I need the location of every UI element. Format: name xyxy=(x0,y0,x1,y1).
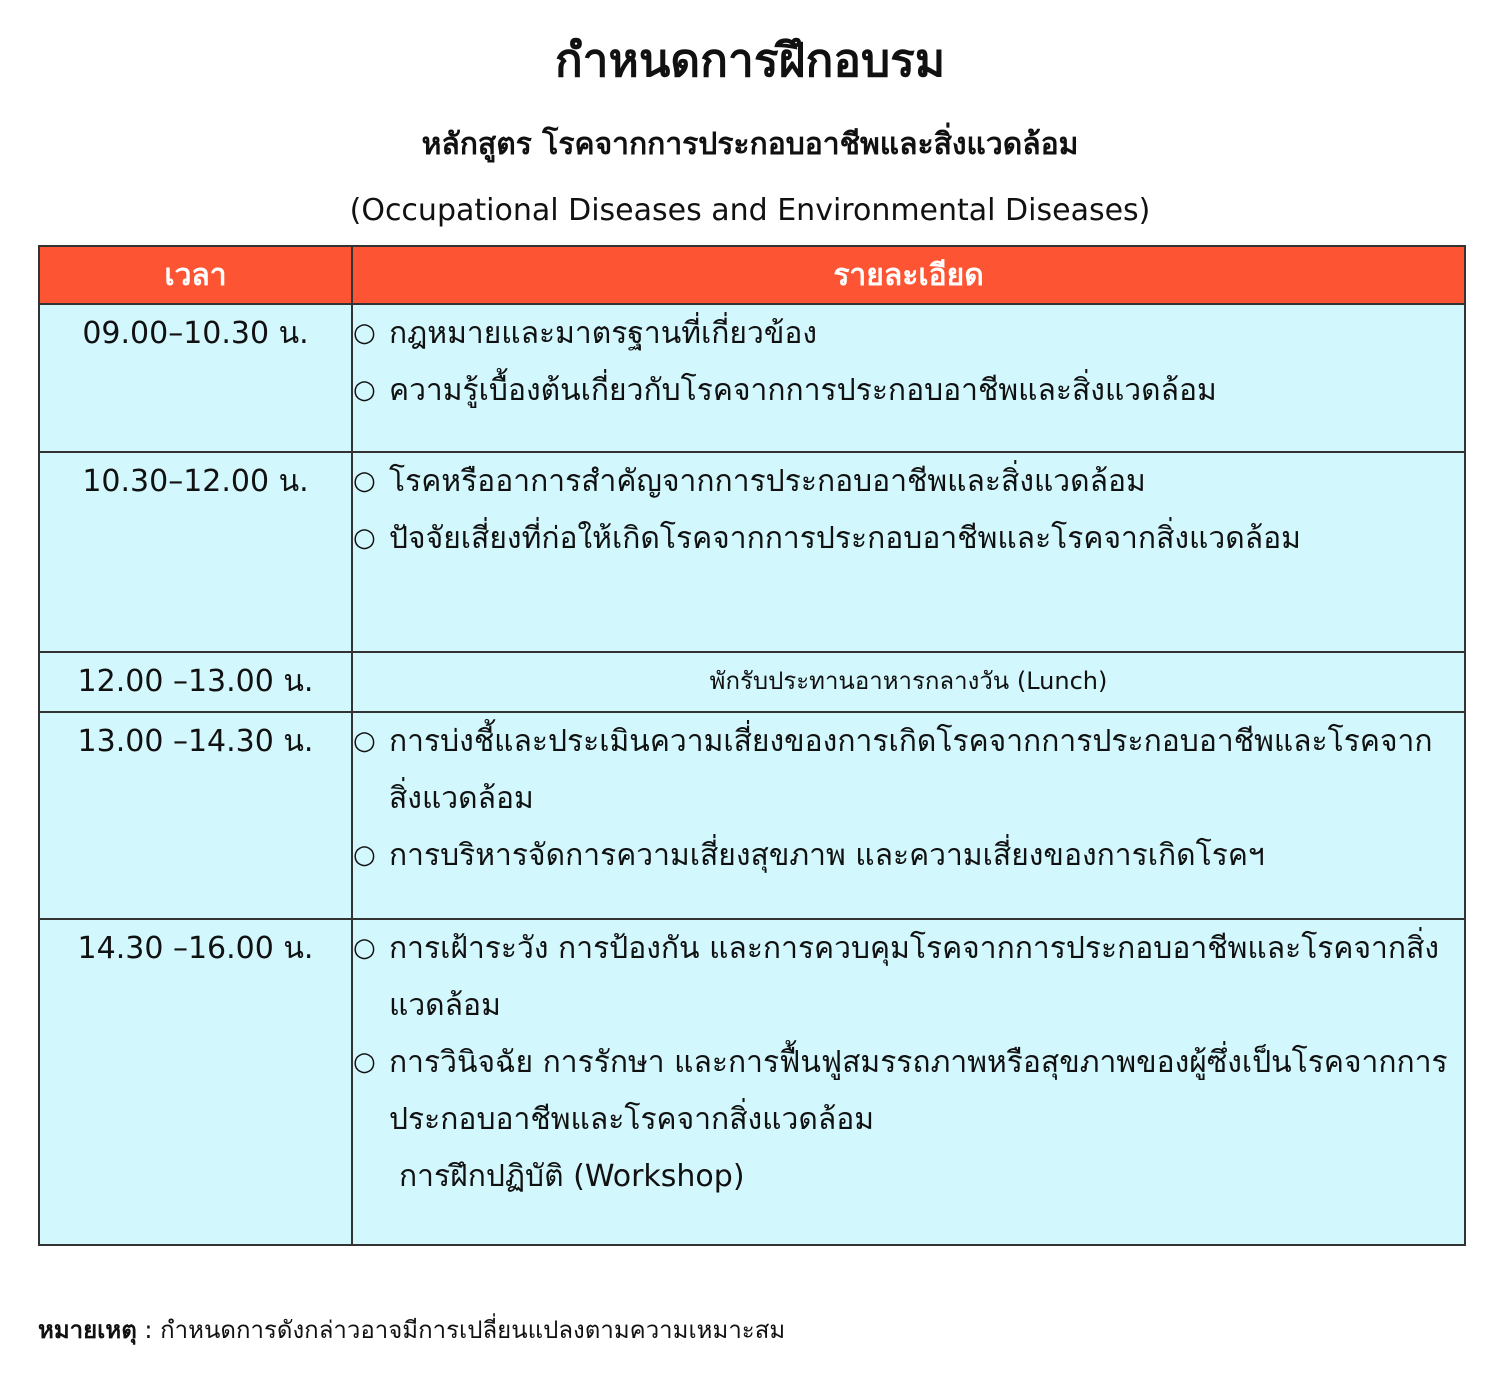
footnote xyxy=(38,1308,785,1352)
list-item xyxy=(353,362,1464,419)
circle-bullet-icon: ○ xyxy=(353,840,376,870)
time-cell: 09.00–10.30 น. xyxy=(39,304,352,452)
item-text: การเฝ้าระวัง การป้องกัน และการควบคุมโรคจากการประกอบอาชีพและโรคจากสิ่งแวดล้อม xyxy=(389,931,1440,1023)
circle-bullet-icon: ○ xyxy=(353,523,376,553)
footnote-text: กำหนดการดังกล่าวอาจมีการเปลี่ยนแปลงตามความเหมาะสม xyxy=(160,1316,786,1344)
schedule-table xyxy=(38,245,1466,1246)
list-item xyxy=(353,1034,1464,1148)
footnote-label: หมายเหตุ xyxy=(38,1316,137,1344)
course-subtitle: หลักสูตร โรคจากการประกอบอาชีพและสิ่งแวดล้อม xyxy=(421,127,1079,162)
detail-cell xyxy=(352,919,1465,1245)
table-row xyxy=(39,652,1465,712)
table-row xyxy=(39,712,1465,919)
detail-cell xyxy=(352,304,1465,452)
list-item xyxy=(353,305,1464,362)
list-item xyxy=(353,510,1464,567)
table-header-row xyxy=(39,246,1465,304)
item-text: การบ่งชี้และประเมินความเสี่ยงของการเกิดโรคจากการประกอบอาชีพและโรคจากสิ่งแวดล้อม xyxy=(389,724,1433,816)
time-cell: 13.00 –14.30 น. xyxy=(39,712,352,919)
header-detail: รายละเอียด xyxy=(352,246,1465,304)
circle-bullet-icon: ○ xyxy=(353,466,376,496)
footnote-separator: : xyxy=(136,1316,161,1344)
circle-bullet-icon: ○ xyxy=(353,726,376,756)
table-row xyxy=(39,919,1465,1245)
list-item xyxy=(353,827,1464,884)
circle-bullet-icon: ○ xyxy=(353,933,376,963)
workshop-text: การฝึกปฏิบัติ (Workshop) xyxy=(399,1159,745,1194)
header-time: เวลา xyxy=(39,246,352,304)
circle-bullet-icon: ○ xyxy=(353,1047,376,1077)
lunch-break-cell: พักรับประทานอาหารกลางวัน (Lunch) xyxy=(352,652,1465,712)
item-text: ปัจจัยเสี่ยงที่ก่อให้เกิดโรคจากการประกอบอาชีพและโรคจากสิ่งแวดล้อม xyxy=(389,521,1301,556)
item-text: การบริหารจัดการความเสี่ยงสุขภาพ และความเสี่ยงของการเกิดโรคฯ xyxy=(389,838,1265,873)
item-text: กฎหมายและมาตรฐานที่เกี่ยวข้อง xyxy=(389,316,818,351)
list-item xyxy=(353,713,1464,827)
circle-bullet-icon: ○ xyxy=(353,318,376,348)
circle-bullet-icon: ○ xyxy=(353,375,376,405)
page-title: กำหนดการฝึกอบรม xyxy=(554,33,946,87)
course-subtitle-english: (Occupational Diseases and Environmental Diseases) xyxy=(349,193,1151,228)
detail-cell xyxy=(352,712,1465,919)
table-row xyxy=(39,304,1465,452)
time-cell: 10.30–12.00 น. xyxy=(39,452,352,652)
table-row xyxy=(39,452,1465,652)
detail-cell xyxy=(352,452,1465,652)
item-text: ความรู้เบื้องต้นเกี่ยวกับโรคจากการประกอบอาชีพและสิ่งแวดล้อม xyxy=(389,373,1217,408)
item-text: การวินิจฉัย การรักษา และการฟื้นฟูสมรรถภาพหรือสุขภาพของผู้ซึ่งเป็นโรคจากการประกอบอาชีพและโรคจากสิ่งแวดล้อม xyxy=(389,1045,1448,1137)
item-text: โรคหรืออาการสำคัญจากการประกอบอาชีพและสิ่งแวดล้อม xyxy=(389,464,1146,499)
list-item xyxy=(353,453,1464,510)
list-item xyxy=(353,920,1464,1034)
time-cell: 12.00 –13.00 น. xyxy=(39,652,352,712)
time-cell: 14.30 –16.00 น. xyxy=(39,919,352,1245)
